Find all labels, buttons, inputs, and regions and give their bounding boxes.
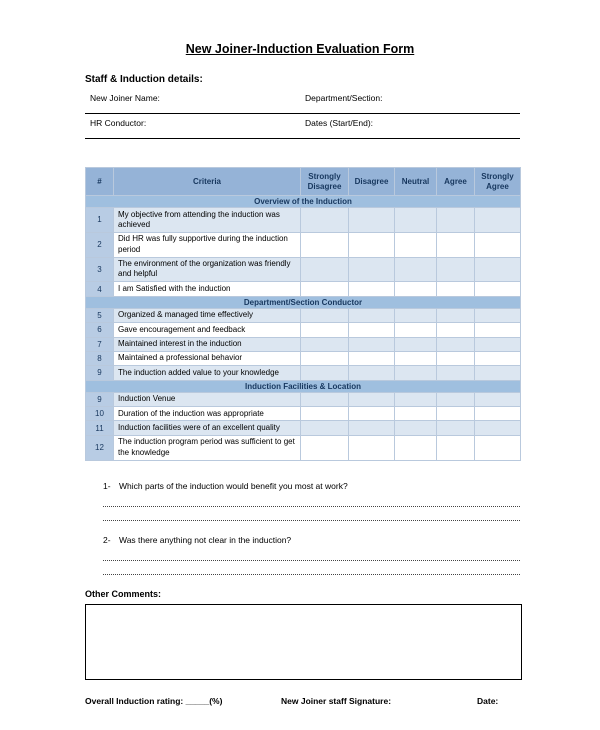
rating-cell-strongly-agree[interactable] xyxy=(475,337,521,351)
criteria-row xyxy=(86,435,521,460)
rating-cell-strongly-agree[interactable] xyxy=(475,282,521,296)
rating-cell-strongly-disagree[interactable] xyxy=(301,407,349,421)
row-number: 6 xyxy=(86,323,114,337)
rating-cell-disagree[interactable] xyxy=(349,407,395,421)
column-header-neutral: Neutral xyxy=(395,168,437,196)
rating-cell-strongly-disagree[interactable] xyxy=(301,435,349,460)
rating-cell-strongly-agree[interactable] xyxy=(475,407,521,421)
rating-cell-strongly-disagree[interactable] xyxy=(301,421,349,435)
signature-field[interactable]: New Joiner staff Signature: xyxy=(281,695,392,706)
answer-line[interactable] xyxy=(103,511,520,521)
section-header-row xyxy=(86,196,521,208)
criteria-row xyxy=(86,232,521,257)
rating-cell-neutral[interactable] xyxy=(395,323,437,337)
rating-cell-disagree[interactable] xyxy=(349,257,395,282)
rating-cell-strongly-disagree[interactable] xyxy=(301,366,349,380)
hr-conductor-field[interactable]: HR Conductor: xyxy=(90,118,147,128)
criteria-text: Induction Venue xyxy=(114,392,301,406)
rating-cell-neutral[interactable] xyxy=(395,208,437,233)
other-comments-box[interactable] xyxy=(85,604,522,680)
row-number: 1 xyxy=(86,208,114,233)
rating-cell-strongly-agree[interactable] xyxy=(475,308,521,322)
criteria-row xyxy=(86,366,521,380)
rating-cell-agree[interactable] xyxy=(437,421,475,435)
staff-induction-details xyxy=(85,74,520,139)
evaluation-table xyxy=(85,167,521,461)
department-section-field[interactable]: Department/Section: xyxy=(305,93,383,103)
rating-cell-agree[interactable] xyxy=(437,257,475,282)
row-number: 9 xyxy=(86,366,114,380)
rating-cell-agree[interactable] xyxy=(437,308,475,322)
column-header-strongly-agree: Strongly Agree xyxy=(475,168,521,196)
rating-cell-neutral[interactable] xyxy=(395,282,437,296)
footer-row xyxy=(85,696,520,706)
question-text: 2- Was there anything not clear in the induction? xyxy=(103,534,292,545)
column-header-number: # xyxy=(86,168,114,196)
rating-cell-strongly-agree[interactable] xyxy=(475,257,521,282)
rating-cell-agree[interactable] xyxy=(437,351,475,365)
answer-line[interactable] xyxy=(103,565,520,575)
column-header-criteria: Criteria xyxy=(114,168,301,196)
criteria-text: The induction program period was sufficient to get the knowledge xyxy=(114,435,301,460)
rating-cell-disagree[interactable] xyxy=(349,435,395,460)
rating-cell-strongly-disagree[interactable] xyxy=(301,337,349,351)
rating-cell-strongly-disagree[interactable] xyxy=(301,351,349,365)
criteria-row xyxy=(86,208,521,233)
row-number: 2 xyxy=(86,232,114,257)
criteria-text: Organized & managed time effectively xyxy=(114,308,301,322)
date-field[interactable]: Date: xyxy=(477,695,499,706)
criteria-text: Maintained interest in the induction xyxy=(114,337,301,351)
row-number: 3 xyxy=(86,257,114,282)
answer-line[interactable] xyxy=(103,551,520,561)
rating-cell-disagree[interactable] xyxy=(349,323,395,337)
dates-start-end-field[interactable]: Dates (Start/End): xyxy=(305,118,374,128)
column-header-strongly-disagree: Strongly Disagree xyxy=(301,168,349,196)
rating-cell-agree[interactable] xyxy=(437,323,475,337)
rating-cell-strongly-disagree[interactable] xyxy=(301,257,349,282)
rating-cell-disagree[interactable] xyxy=(349,351,395,365)
form-title: New Joiner-Induction Evaluation Form xyxy=(185,42,415,56)
rating-cell-strongly-agree[interactable] xyxy=(475,208,521,233)
rating-cell-agree[interactable] xyxy=(437,366,475,380)
row-number: 11 xyxy=(86,421,114,435)
rating-cell-neutral[interactable] xyxy=(395,257,437,282)
rating-cell-neutral[interactable] xyxy=(395,366,437,380)
criteria-row xyxy=(86,351,521,365)
row-number: 7 xyxy=(86,337,114,351)
rating-cell-strongly-disagree[interactable] xyxy=(301,282,349,296)
criteria-text: Gave encouragement and feedback xyxy=(114,323,301,337)
row-number: 8 xyxy=(86,351,114,365)
rating-cell-strongly-agree[interactable] xyxy=(475,435,521,460)
rating-cell-agree[interactable] xyxy=(437,232,475,257)
field-row xyxy=(85,114,520,139)
rating-cell-strongly-disagree[interactable] xyxy=(301,232,349,257)
rating-cell-agree[interactable] xyxy=(437,407,475,421)
answer-line[interactable] xyxy=(103,497,520,507)
rating-cell-strongly-disagree[interactable] xyxy=(301,392,349,406)
table-header-row xyxy=(86,168,521,196)
rating-cell-disagree[interactable] xyxy=(349,308,395,322)
rating-cell-disagree[interactable] xyxy=(349,366,395,380)
rating-cell-agree[interactable] xyxy=(437,208,475,233)
column-header-agree: Agree xyxy=(437,168,475,196)
criteria-row xyxy=(86,323,521,337)
rating-cell-strongly-agree[interactable] xyxy=(475,351,521,365)
rating-cell-disagree[interactable] xyxy=(349,392,395,406)
rating-cell-neutral[interactable] xyxy=(395,308,437,322)
rating-cell-disagree[interactable] xyxy=(349,232,395,257)
rating-cell-neutral[interactable] xyxy=(395,435,437,460)
rating-cell-disagree[interactable] xyxy=(349,337,395,351)
row-number: 10 xyxy=(86,407,114,421)
row-number: 5 xyxy=(86,308,114,322)
criteria-text: Duration of the induction was appropriate xyxy=(114,407,301,421)
new-joiner-name-field[interactable]: New Joiner Name: xyxy=(90,93,160,103)
field-row xyxy=(85,89,520,114)
section-header: Overview of the Induction xyxy=(86,196,521,208)
rating-cell-strongly-agree[interactable] xyxy=(475,366,521,380)
criteria-text: Maintained a professional behavior xyxy=(114,351,301,365)
section-header: Induction Facilities & Location xyxy=(86,380,521,392)
criteria-text: My objective from attending the induction was achieved xyxy=(114,208,301,233)
evaluation-table-wrap xyxy=(85,167,520,461)
rating-cell-neutral[interactable] xyxy=(395,421,437,435)
criteria-text: The environment of the organization was friendly and helpful xyxy=(114,257,301,282)
rating-cell-agree[interactable] xyxy=(437,435,475,460)
criteria-row xyxy=(86,421,521,435)
overall-rating-field[interactable]: Overall Induction rating: _____(%) xyxy=(85,695,223,706)
column-header-disagree: Disagree xyxy=(349,168,395,196)
row-number: 9 xyxy=(86,392,114,406)
details-heading: Staff & Induction details: xyxy=(85,74,203,85)
section-header-row xyxy=(86,380,521,392)
criteria-row xyxy=(86,392,521,406)
section-header: Department/Section Conductor xyxy=(86,296,521,308)
criteria-row xyxy=(86,308,521,322)
row-number: 12 xyxy=(86,435,114,460)
rating-cell-neutral[interactable] xyxy=(395,232,437,257)
rating-cell-neutral[interactable] xyxy=(395,407,437,421)
criteria-row xyxy=(86,282,521,296)
question-number: 2- xyxy=(103,534,111,545)
rating-cell-disagree[interactable] xyxy=(349,421,395,435)
section-header-row xyxy=(86,296,521,308)
question-text: 1- Which parts of the induction would benefit you most at work? xyxy=(103,480,348,491)
rating-cell-strongly-agree[interactable] xyxy=(475,232,521,257)
row-number: 4 xyxy=(86,282,114,296)
rating-cell-strongly-agree[interactable] xyxy=(475,392,521,406)
criteria-text: Did HR was fully supportive during the induction period xyxy=(114,232,301,257)
rating-cell-neutral[interactable] xyxy=(395,392,437,406)
question-block xyxy=(85,535,520,575)
rating-cell-neutral[interactable] xyxy=(395,337,437,351)
rating-cell-neutral[interactable] xyxy=(395,351,437,365)
criteria-row xyxy=(86,337,521,351)
rating-cell-disagree[interactable] xyxy=(349,282,395,296)
other-comments-label: Other Comments: xyxy=(85,588,162,599)
rating-cell-agree[interactable] xyxy=(437,392,475,406)
criteria-text: I am Satisfied with the induction xyxy=(114,282,301,296)
criteria-row xyxy=(86,407,521,421)
open-questions xyxy=(85,481,520,575)
criteria-text: The induction added value to your knowledge xyxy=(114,366,301,380)
question-number: 1- xyxy=(103,480,111,491)
rating-cell-disagree[interactable] xyxy=(349,208,395,233)
question-block xyxy=(85,481,520,521)
criteria-row xyxy=(86,257,521,282)
rating-cell-strongly-disagree[interactable] xyxy=(301,323,349,337)
criteria-text: Induction facilities were of an excellent quality xyxy=(114,421,301,435)
rating-cell-agree[interactable] xyxy=(437,282,475,296)
rating-cell-strongly-disagree[interactable] xyxy=(301,208,349,233)
rating-cell-strongly-agree[interactable] xyxy=(475,323,521,337)
rating-cell-strongly-agree[interactable] xyxy=(475,421,521,435)
rating-cell-strongly-disagree[interactable] xyxy=(301,308,349,322)
rating-cell-agree[interactable] xyxy=(437,337,475,351)
